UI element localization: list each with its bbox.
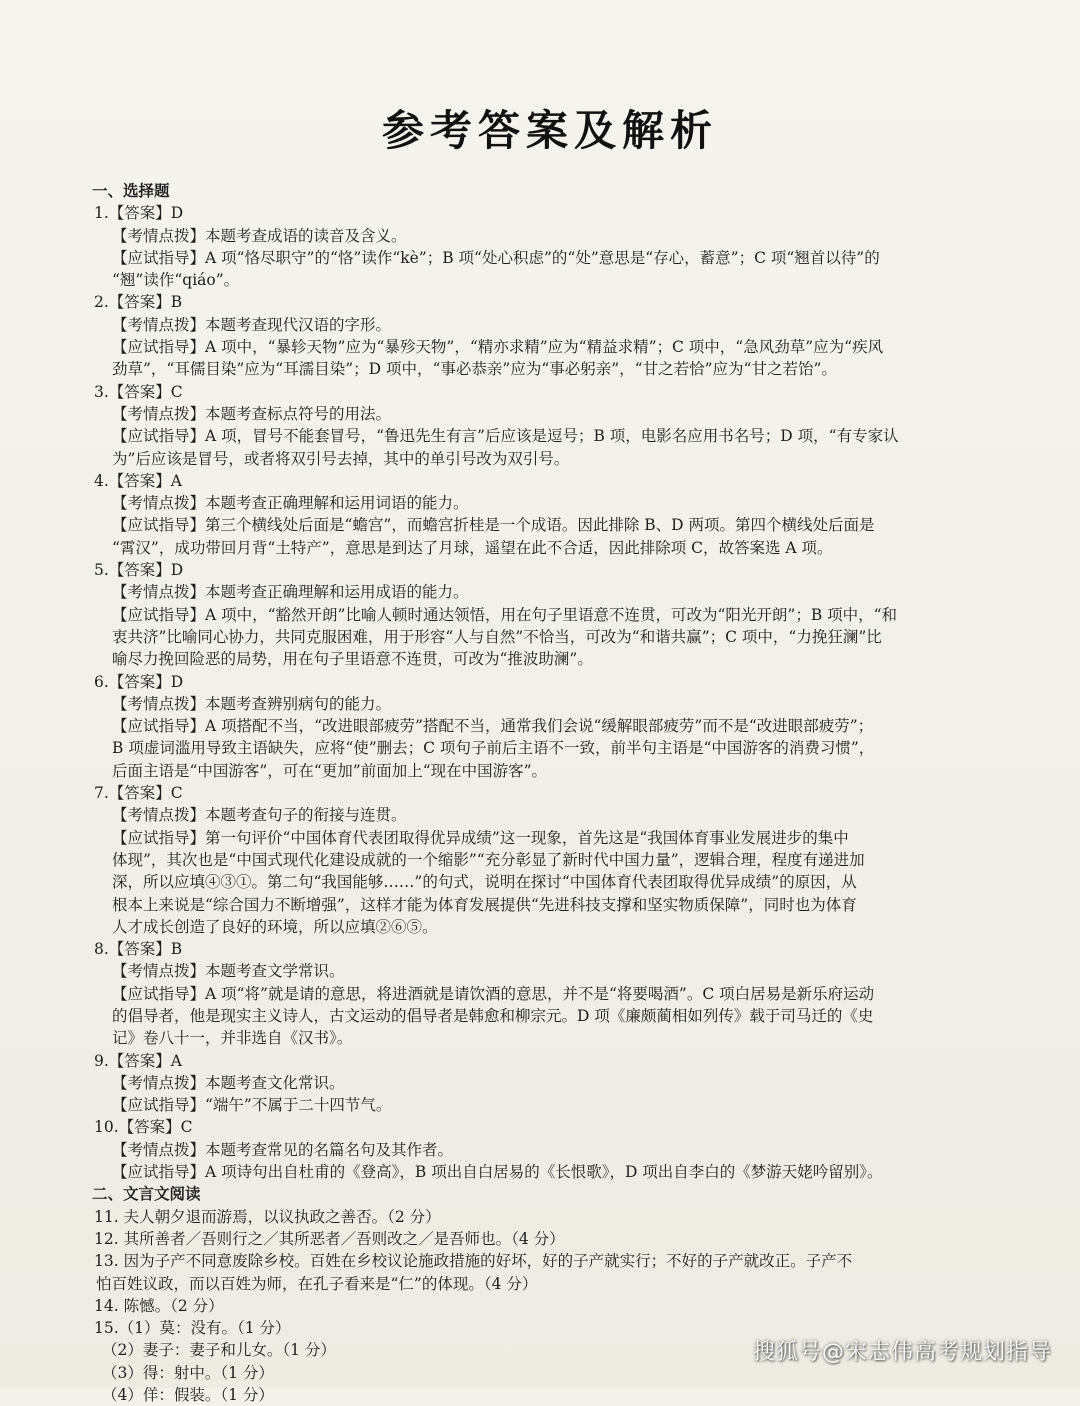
text-line: （4）佯：假装。（1 分） bbox=[102, 1386, 274, 1405]
text-line: 【应试指导】A 项搭配不当，“改进眼部疲劳”搭配不当，通常我们会说“缓解眼部疲劳”而不是“改进眼部疲劳”； bbox=[112, 717, 874, 736]
question-line: 11. 夫人朝夕退而游焉，以议执政之善否。（2 分） bbox=[94, 1207, 441, 1226]
text-line: 【考情点拨】本题考查句子的衔接与连贯。 bbox=[112, 806, 407, 825]
text-line: 【应试指导】第一句评价“中国体育代表团取得优异成绩”这一现象，首先这是“我国体育事业发展进步的集中 bbox=[112, 828, 849, 847]
text-line: 体现”，其次也是“中国式现代化建设成就的一个缩影”“充分彰显了新时代中国力量”，逻辑合理，程度有递进加 bbox=[112, 850, 865, 869]
question-line: 5.【答案】D bbox=[94, 561, 184, 580]
text-line: 【考情点拨】本题考查标点符号的用法。 bbox=[112, 404, 392, 423]
question-line: 15.（1）莫：没有。（1 分） bbox=[94, 1319, 291, 1338]
page-title: 参考答案及解析 bbox=[381, 106, 718, 155]
text-line: 【考情点拨】本题考查正确理解和运用词语的能力。 bbox=[112, 494, 469, 513]
question-line: 9.【答案】A bbox=[94, 1051, 182, 1070]
question-line: 7.【答案】C bbox=[94, 784, 183, 803]
text-line: 【考情点拨】本题考查正确理解和运用成语的能力。 bbox=[112, 583, 469, 602]
text-line: 【应试指导】A 项中，“豁然开朗”比喻人顿时通达领悟，用在句子里语意不连贯，可改为“阳光开朗”；B 项中，“和 bbox=[112, 605, 898, 624]
text-line: 【应试指导】第三个横线处后面是“蟾宫”，而蟾宫折桂是一个成语。因此排除 B、D 两项。第四个横线处后面是 bbox=[112, 516, 875, 535]
text-line: 为”后应该是冒号，或者将双引号去掉，其中的单引号改为双引号。 bbox=[112, 449, 570, 468]
text-line: 【考情点拨】本题考查辨别病句的能力。 bbox=[112, 694, 392, 713]
question-line: 2.【答案】B bbox=[94, 293, 183, 312]
text-line: 【应试指导】A 项中，“暴轸天物”应为“暴殄天物”，“精亦求精”应为“精益求精”；C 项中，“急风劲草”应为“疾风 bbox=[112, 338, 884, 357]
watermark-label: 搜狐号@宋志伟高考规划指导 bbox=[752, 1340, 1052, 1365]
text-line: 根本上来说是“综合国力不断增强”，这样才能为体育发展提供“先进科技支撑和坚实物质保障”，同时也为体育 bbox=[112, 895, 857, 914]
question-line: 12. 其所善者／吾则行之／其所恶者／吾则改之／是吾师也。（4 分） bbox=[94, 1229, 565, 1248]
text-line: 【考情点拨】本题考查文学常识。 bbox=[112, 962, 345, 981]
text-line: 【考情点拨】本题考查成语的读音及含义。 bbox=[112, 226, 407, 245]
text-line: 记》卷八十一，并非选自《汉书》。 bbox=[112, 1029, 353, 1048]
text-line: 后面主语是“中国游客”，可在“更加”前面加上“现在中国游客”。 bbox=[112, 761, 548, 780]
text-line: 人才成长创造了良好的环境，所以应填②⑥⑤。 bbox=[112, 917, 438, 936]
question-line: 14. 陈憾。（2 分） bbox=[94, 1296, 224, 1315]
text-line: 劲草”，“耳儒目染”应为“耳濡目染”；D 项中，“事必恭亲”应为“事必躬亲”，“甘之若恰”应为“甘之若饴”。 bbox=[112, 360, 837, 379]
text-line: 【考情点拨】本题考查现代汉语的字形。 bbox=[112, 315, 392, 334]
question-line: 10.【答案】C bbox=[94, 1118, 193, 1137]
text-line: 怕百姓议政，而以百姓为师，在孔子看来是“仁”的体现。（4 分） bbox=[96, 1274, 538, 1293]
text-line: B 项虚词滥用导致主语缺失，应将“使”删去；C 项句子前后主语不一致，前半句主语是“中国游客的消费习惯”， bbox=[112, 739, 875, 758]
question-line: 1.【答案】D bbox=[94, 204, 184, 223]
text-line: （2）妻子：妻子和儿女。（1 分） bbox=[102, 1341, 336, 1360]
text-line: 【应试指导】A 项，冒号不能套冒号，“鲁迅先生有言”后应该是逗号；B 项，电影名应用书名号；D 项，“有专家认 bbox=[112, 427, 899, 446]
text-line: 【应试指导】“端午”不属于二十四节气。 bbox=[112, 1096, 392, 1115]
section-heading: 二、文言文阅读 bbox=[92, 1184, 201, 1204]
text-line: （3）得：射中。（1 分） bbox=[102, 1363, 274, 1382]
text-line: 【考情点拨】本题考查常见的名篇名句及其作者。 bbox=[112, 1140, 454, 1159]
text-line: 深，所以应填④③①。第二句“我国能够……”的句式，说明在探讨“中国体育代表团取得优异成绩”的原因，从 bbox=[112, 873, 857, 892]
text-line: 【应试指导】A 项“将”就是请的意思，将进酒就是请饮酒的意思，并不是“将要喝酒”。C 项白居易是新乐府运动 bbox=[112, 984, 875, 1003]
question-line: 3.【答案】C bbox=[94, 382, 183, 401]
text-line: 【应试指导】A 项“恪尽职守”的“恪”读作“kè”；B 项“处心积虑”的“处”意思是“存心，蓄意”；C 项“翘首以待”的 bbox=[112, 248, 880, 267]
text-line: 喻尽力挽回险恶的局势，用在句子里语意不连贯，可改为“推波助澜”。 bbox=[112, 650, 593, 669]
text-line: 【考情点拨】本题考查文化常识。 bbox=[112, 1073, 345, 1092]
text-line: “霄汉”，成功带回月背“土特产”，意思是到达了月球，遥望在此不合适，因此排除项 C，故答案选 A 项。 bbox=[112, 538, 833, 557]
question-line: 4.【答案】A bbox=[94, 471, 182, 490]
text-line: 衷共济”比喻同心协力，共同克服困难，用于形容“人与自然”不恰当，可改为“和谐共赢”；C 项中，“力挽狂澜”比 bbox=[112, 627, 882, 646]
question-line: 13. 因为子产不同意废除乡校。百姓在乡校议论施政措施的好坏，好的子产就实行；不好的子产就改正。子产不 bbox=[94, 1252, 853, 1271]
text-line: 的倡导者，他是现实主义诗人，古文运动的倡导者是韩愈和柳宗元。D 项《廉颇蔺相如列传》载于司马迁的《史 bbox=[112, 1006, 874, 1025]
question-line: 8.【答案】B bbox=[94, 940, 183, 959]
question-line: 6.【答案】D bbox=[94, 672, 184, 691]
text-line: “翘”读作“qiáo”。 bbox=[112, 271, 240, 290]
section-heading: 一、选择题 bbox=[92, 181, 170, 200]
answer-content bbox=[92, 180, 1010, 1406]
text-line: 【应试指导】A 项诗句出自杜甫的《登高》，B 项出自白居易的《长恨歌》，D 项出自李白的《梦游天姥吟留别》。 bbox=[112, 1163, 883, 1182]
